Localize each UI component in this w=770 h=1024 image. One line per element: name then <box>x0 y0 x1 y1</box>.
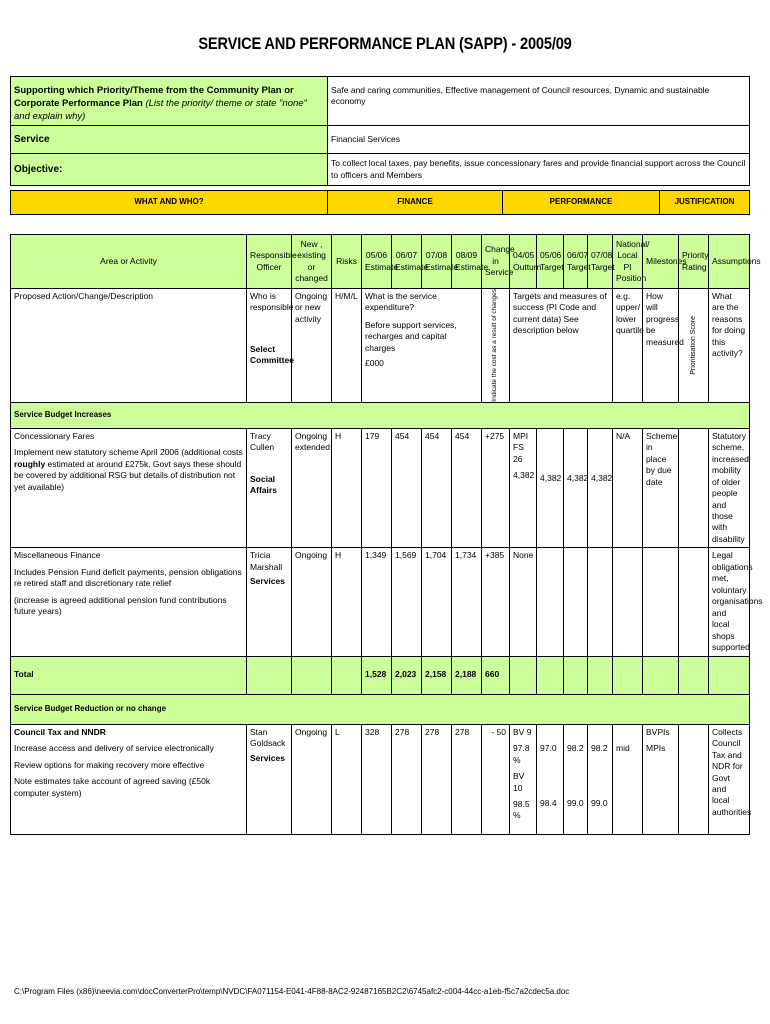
band-performance: PERFORMANCE <box>503 191 660 215</box>
row-misc-pi: None <box>510 548 537 656</box>
row-fares-pi1: MPI FS 26 <box>513 430 529 464</box>
row-tax-pi-b: 97.8 % <box>513 743 530 765</box>
row-tax-national: mid <box>613 724 643 834</box>
priority-label-bold: Supporting which Priority/Theme from the Community Plan or Corporate Performance Plan <box>14 85 294 109</box>
col-officer: Responsible Officer <box>247 235 292 289</box>
row-fares-desc2: estimated at around £275k, Govt says these should be covered by additional RSG but details of distribution not yet available) <box>14 458 242 492</box>
col-new: New , existing or changed <box>292 235 332 289</box>
total-empty-3 <box>332 656 362 694</box>
col-change: Change in Service <box>482 235 510 289</box>
footer-path: C:\Program Files (x86)\neevia.com\docConverterPro\temp\NVDC\FA071154-E041-4F88-8AC2-92487165B2C2\6745afc2-c004-44cc-a1eb-f5c7a2cdec5a.doc <box>14 987 570 996</box>
col-p1: 04/05 Outturn <box>510 235 537 289</box>
col-national: National/ Local PI Position <box>613 235 643 289</box>
row-fares-assumptions: Statutory scheme, increased mobility of older people and those with disability <box>709 428 750 548</box>
row-misc-e3: 1,704 <box>422 548 452 656</box>
col-p3: 06/07 Target <box>564 235 588 289</box>
row-misc-risk: H <box>332 548 362 656</box>
desc-finance-unit: £000 <box>365 358 384 369</box>
col-e4: 08/09 Estimate <box>452 235 482 289</box>
row-tax-new: Ongoing <box>292 724 332 834</box>
row-tax-t4 <box>588 724 613 834</box>
row-fares-new: Ongoing extended <box>292 428 332 548</box>
row-fares-priority <box>679 428 709 548</box>
row-tax-pi-a: BV 9 <box>513 726 532 737</box>
priority-label-italic: (List the priority/ theme or state "none" and explain why) <box>14 97 307 122</box>
row-fares-t4: 4,382 <box>588 428 613 548</box>
desc-area: Proposed Action/Change/Description <box>11 289 247 403</box>
band-justification: JUSTIFICATION <box>660 191 750 215</box>
row-tax-t4a: 98.2 <box>591 742 608 753</box>
total-e1: 1,528 <box>362 656 392 694</box>
total-empty-4 <box>510 656 537 694</box>
objective-label: Objective: <box>11 154 328 186</box>
row-misc-e4: 1,734 <box>452 548 482 656</box>
row-tax-officer <box>247 724 292 834</box>
col-assumptions: Assumptions <box>709 235 750 289</box>
row-fares-pi <box>510 428 537 548</box>
column-header-row <box>11 235 750 289</box>
total-change: 660 <box>482 656 510 694</box>
section-reduction-label: Service Budget Reduction or no change <box>11 694 750 724</box>
row-tax-t3b: 99.0 <box>567 798 584 809</box>
total-e4: 2,188 <box>452 656 482 694</box>
table-row <box>11 428 750 548</box>
row-fares-t2: 4,382 <box>537 428 564 548</box>
total-empty-8 <box>613 656 643 694</box>
col-area: Area or Activity <box>11 235 247 289</box>
desc-finance <box>362 289 482 403</box>
service-value: Financial Services <box>328 126 750 154</box>
table-row <box>11 724 750 834</box>
desc-finance-note: Before support services, recharges and capital charges <box>365 319 457 353</box>
desc-change-text: Indicate the cost as a result of changes <box>491 289 499 402</box>
row-tax-milestones-a: BVPIs <box>646 726 670 737</box>
page-title: SERVICE AND PERFORMANCE PLAN (SAPP) - 2005/09 <box>198 34 572 53</box>
desc-priority-text: Prioritisation Score <box>689 315 697 375</box>
section-increases-label: Service Budget Increases <box>11 402 750 428</box>
row-tax-t2b: 98.4 <box>540 798 557 809</box>
col-p4: 07/08 Target <box>588 235 613 289</box>
row-fares-desc1: Implement new statutory scheme April 2006 (additional costs <box>14 447 243 458</box>
row-tax-milestones-b: MPIs <box>646 743 666 754</box>
desc-new: Ongoing or new activity <box>292 289 332 403</box>
row-tax-pi <box>510 724 537 834</box>
row-tax-e1: 328 <box>362 724 392 834</box>
row-misc-milestones <box>643 548 679 656</box>
col-risks: Risks <box>332 235 362 289</box>
row-tax-e3: 278 <box>422 724 452 834</box>
row-fares-desc <box>14 447 243 493</box>
row-tax-pi-c: BV 10 <box>513 771 525 793</box>
desc-perf: Targets and measures of success (PI Code and current data) See description below <box>510 289 613 403</box>
row-fares-e1: 179 <box>362 428 392 548</box>
row-misc-assumptions: Legal obligations met, voluntary organisations and local shops supported <box>709 548 750 656</box>
band-what: WHAT AND WHO? <box>11 191 328 215</box>
row-tax-milestones <box>643 724 679 834</box>
band-finance: FINANCE <box>328 191 503 215</box>
row-misc-new: Ongoing <box>292 548 332 656</box>
row-tax-area <box>11 724 247 834</box>
col-milestones: Milestones <box>643 235 679 289</box>
row-tax-priority <box>679 724 709 834</box>
priority-label <box>11 77 328 126</box>
row-misc-t4 <box>588 548 613 656</box>
header-table <box>10 76 750 186</box>
row-misc-desc2: (increase is agreed additional pension fund contributions future years) <box>14 594 227 617</box>
row-misc-priority <box>679 548 709 656</box>
row-misc-area <box>11 548 247 656</box>
total-empty-5 <box>537 656 564 694</box>
desc-officer <box>247 289 292 403</box>
row-tax-pi-d: 98.5 % <box>513 798 530 821</box>
row-tax-t2 <box>537 724 564 834</box>
row-tax-t3 <box>564 724 588 834</box>
row-tax-t2a: 97.0 <box>540 742 557 753</box>
desc-officer-committee: Select Committee <box>250 343 294 366</box>
row-tax-e2: 278 <box>392 724 422 834</box>
row-misc-change: +385 <box>482 548 510 656</box>
description-row <box>11 289 750 403</box>
row-misc-title: Miscellaneous Finance <box>14 550 101 561</box>
total-empty-7 <box>588 656 613 694</box>
total-empty-6 <box>564 656 588 694</box>
row-fares-t3: 4,382 <box>564 428 588 548</box>
row-fares-national: N/A <box>613 428 643 548</box>
row-fares-pi2: 4,382 <box>513 470 535 481</box>
objective-value: To collect local taxes, pay benefits, issue concessionary fares and provide financial support across the Council to officers and Members <box>328 154 750 186</box>
row-tax-t4b: 99.0 <box>591 798 608 809</box>
desc-milestones: How will progress be measured <box>643 289 679 403</box>
total-empty-9 <box>643 656 679 694</box>
row-misc-committee: Services <box>250 576 285 587</box>
row-misc-officer <box>247 548 292 656</box>
row-tax-assumptions: Collects Council Tax and NDR for Govt and local authorities <box>709 724 750 834</box>
row-tax-e4: 278 <box>452 724 482 834</box>
col-e2: 06/07 Estimate <box>392 235 422 289</box>
total-e3: 2,158 <box>422 656 452 694</box>
row-tax-committee: Services <box>250 752 285 763</box>
col-priority: Priority Rating <box>679 235 709 289</box>
row-misc-officer-name: Tricia Marshall <box>250 550 283 572</box>
desc-national: e.g. upper/ lower quartile <box>613 289 643 403</box>
row-misc-national <box>613 548 643 656</box>
row-misc-t2 <box>537 548 564 656</box>
service-label: Service <box>11 126 328 154</box>
row-tax-officer-name: Stan Goldsack <box>250 726 286 749</box>
row-tax-title: Council Tax and NNDR <box>14 726 106 737</box>
total-label: Total <box>11 656 247 694</box>
row-fares-risk: H <box>332 428 362 548</box>
col-e3: 07/08 Estimate <box>422 235 452 289</box>
row-fares-e4: 454 <box>452 428 482 548</box>
row-fares-milestones: Scheme in place by due date <box>643 428 679 548</box>
row-tax-desc3: Note estimates take account of agreed saving (£50k computer system) <box>14 776 211 798</box>
row-tax-desc1: Increase access and delivery of service electronically <box>14 743 214 754</box>
main-table <box>10 234 763 835</box>
desc-finance-q: What is the service expenditure? <box>365 291 437 313</box>
total-empty-2 <box>292 656 332 694</box>
desc-officer-who: Who is responsible <box>250 291 294 313</box>
row-fares-committee: Social Affairs <box>250 473 277 496</box>
row-fares-e2: 454 <box>392 428 422 548</box>
col-p2: 05/06 Target <box>537 235 564 289</box>
row-misc-e1: 1,349 <box>362 548 392 656</box>
priority-value: Safe and caring communities, Effective management of Council resources, Dynamic and sustainable economy <box>328 77 750 126</box>
desc-risks: H/M/L <box>332 289 362 403</box>
row-fares-area <box>11 428 247 548</box>
total-e2: 2,023 <box>392 656 422 694</box>
total-empty-11 <box>709 656 750 694</box>
row-fares-desc-bold: roughly <box>14 458 46 469</box>
section-reduction <box>11 694 750 724</box>
row-tax-risk: L <box>332 724 362 834</box>
row-fares-officer <box>247 428 292 548</box>
row-tax-change: - 50 <box>482 724 510 834</box>
row-misc-desc1: Includes Pension Fund deficit payments, pension obligations re retired staff and discretionary rate relief <box>14 566 242 589</box>
row-tax-desc2: Review options for making recovery more effective <box>14 759 205 770</box>
total-empty-10 <box>679 656 709 694</box>
table-row <box>11 548 750 656</box>
section-increases <box>11 402 750 428</box>
row-fares-e3: 454 <box>422 428 452 548</box>
col-e1: 05/06 Estimate <box>362 235 392 289</box>
row-misc-t3 <box>564 548 588 656</box>
total-empty-1 <box>247 656 292 694</box>
row-misc-e2: 1,569 <box>392 548 422 656</box>
desc-assumptions: What are the reasons for doing this activity? <box>709 289 750 403</box>
total-row <box>11 656 750 694</box>
row-fares-change: +275 <box>482 428 510 548</box>
band-table <box>10 190 750 215</box>
row-fares-officer-name: Tracy Cullen <box>250 430 275 453</box>
row-tax-t3a: 98.2 <box>567 742 584 753</box>
row-fares-title: Concessionary Fares <box>14 430 95 441</box>
desc-change <box>482 289 510 403</box>
